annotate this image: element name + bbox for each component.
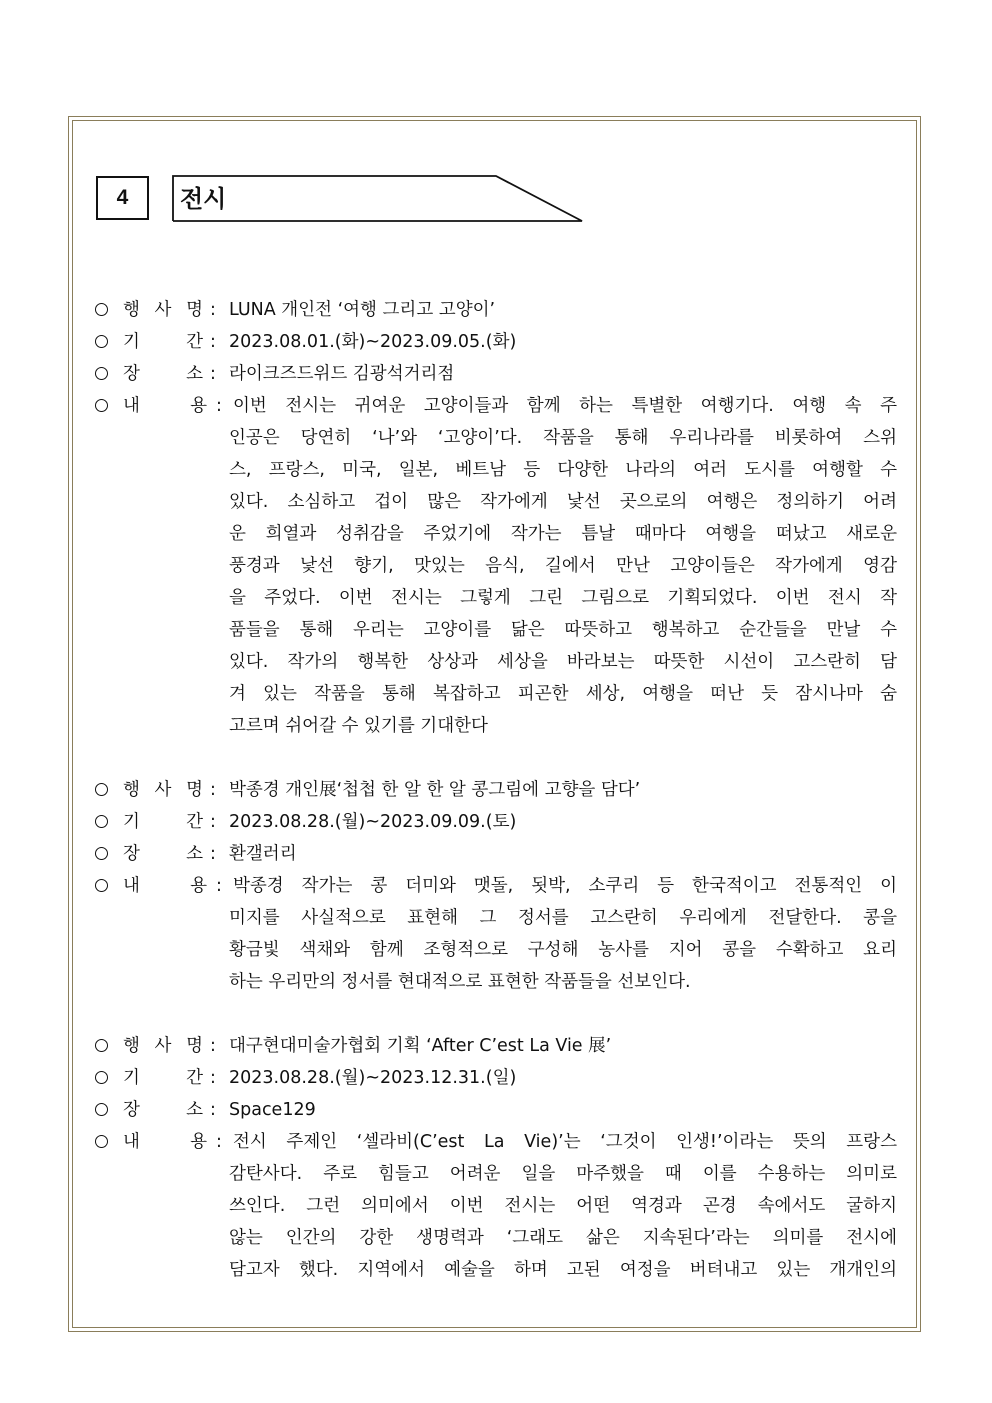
circle-bullet-icon — [95, 1071, 108, 1084]
label-place: 장 소 — [123, 1100, 203, 1120]
event-content-row: 내 용 : 박종경 작가는 콩 더미와 맷돌, 됫박, 소쿠리 등 한국적이고 전통적인 이 미지를 사실적으로 표현해 그 정서를 고스란히 우리에게 전달한다. 콩을 황금빛 색채와 함께 조형적으로 구성해 농사를 지어 콩을 수확하고 요리 하는 우리만의 정서를 현대적으로 표현한 작품들을 선보인다. — [95, 870, 897, 998]
event-name-value: LUNA 개인전 ‘여행 그리고 고양이’ — [229, 300, 496, 320]
event-place-row: 장 소 : Space129 — [95, 1094, 897, 1126]
event-content-row: 내 용 : 이번 전시는 귀여운 고양이들과 함께 하는 특별한 여행기다. 여행 속 주 인공은 당연히 ‘나’와 ‘고양이’다. 작품을 통해 우리나라를 비롯하여 스위 스, 프랑스, 미국, 일본, 베트남 등 다양한 나라의 여러 도시를 여행할 수 있다. 소심하고 겁이 많은 작가에게 낯선 곳으로의 여행은 정의하기 어려 운 희열과 성취감을 주었기에 작가는 틈날 때마다 여행을 떠났고 새로운 풍경과 낯선 향기, 맛있는 음식, 길에서 만난 고양이들은 작가에게 영감 을 주었다. 이번 전시는 그렇게 그린 그림으로 기획되었다. 이번 전시 작 품들을 통해 우리는 고양이를 닮은 따뜻하고 행복하고 순간들을 만날 수 있다. 작가의 행복한 상상과 세상을 바라보는 따뜻한 시선이 고스란히 담 겨 있는 작품을 통해 복잡하고 피곤한 세상, 여행을 떠난 듯 잠시나마 숨 고르며 쉬어갈 수 있기를 기대한다 — [95, 390, 897, 742]
label-content: 내 용 — [123, 876, 207, 896]
label-period: 기 간 — [123, 332, 203, 352]
event-period-value: 2023.08.28.(월)~2023.09.09.(토) — [229, 812, 517, 832]
section-number-box — [96, 176, 149, 220]
label-place: 장 소 — [123, 364, 203, 384]
event-period-row: 기 간 : 2023.08.01.(화)~2023.09.05.(화) — [95, 326, 897, 358]
circle-bullet-icon — [95, 783, 108, 796]
circle-bullet-icon — [95, 815, 108, 828]
event-period-value: 2023.08.28.(월)~2023.12.31.(일) — [229, 1068, 517, 1088]
event-name-value: 대구현대미술가협회 기획 ‘After C’est La Vie 展’ — [229, 1036, 612, 1056]
circle-bullet-icon — [95, 303, 108, 316]
label-event-name: 행 사 명 — [123, 1036, 203, 1056]
event-period-row: 기 간 : 2023.08.28.(월)~2023.09.09.(토) — [95, 806, 897, 838]
event-place-value: Space129 — [229, 1100, 316, 1120]
event-place-row: 장 소 : 라이크즈드위드 김광석거리점 — [95, 358, 897, 390]
label-period: 기 간 — [123, 1068, 203, 1088]
event-content-row: 내 용 : 전시 주제인 ‘셀라비(C’est La Vie)’는 ‘그것이 인생!’이라는 뜻의 프랑스 감탄사다. 주로 힘들고 어려운 일을 마주했을 때 이를 수용하는 의미로 쓰인다. 그런 의미에서 이번 전시는 어떤 역경과 곤경 속에서도 굴하지 않는 인간의 강한 생명력과 ‘그래도 삶은 지속된다’라는 의미를 전시에 담고자 했다. 지역에서 예술을 하며 고된 여정을 버텨내고 있는 개개인의 — [95, 1126, 897, 1286]
label-place: 장 소 — [123, 844, 203, 864]
event-name-row: 행 사 명 : 대구현대미술가협회 기획 ‘After C’est La Vie 展’ — [95, 1030, 897, 1062]
label-event-name: 행 사 명 — [123, 780, 203, 800]
circle-bullet-icon — [95, 847, 108, 860]
event-place-value: 라이크즈드위드 김광석거리점 — [229, 364, 455, 384]
event-place-row: 장 소 : 환갤러리 — [95, 838, 897, 870]
circle-bullet-icon — [95, 1135, 108, 1148]
circle-bullet-icon — [95, 1039, 108, 1052]
event-block-2 — [95, 774, 897, 998]
event-name-row: 행 사 명 : 박종경 개인展‘첩첩 한 알 한 알 콩그림에 고향을 담다’ — [95, 774, 897, 806]
event-period-value: 2023.08.01.(화)~2023.09.05.(화) — [229, 332, 517, 352]
circle-bullet-icon — [95, 335, 108, 348]
event-block-1 — [95, 294, 897, 742]
event-name-value: 박종경 개인展‘첩첩 한 알 한 알 콩그림에 고향을 담다’ — [229, 780, 641, 800]
section-number: 4 — [116, 186, 129, 209]
circle-bullet-icon — [95, 1103, 108, 1116]
event-name-row: 행 사 명 : LUNA 개인전 ‘여행 그리고 고양이’ — [95, 294, 897, 326]
section-title-shape — [172, 175, 584, 223]
circle-bullet-icon — [95, 399, 108, 412]
label-content: 내 용 — [123, 396, 207, 416]
event-content-text: 전시 주제인 ‘셀라비(C’est La Vie)’는 ‘그것이 인생!’이라는 뜻의 프랑스 감탄사다. 주로 힘들고 어려운 일을 마주했을 때 이를 수용하는 의미로 쓰인다. 그런 의미에서 이번 전시는 어떤 역경과 곤경 속에서도 굴하지 않는 인간의 강한 생명력과 ‘그래도 삶은 지속된다’라는 의미를 전시에 담고자 했다. 지역에서 예술을 하며 고된 여정을 버텨내고 있는 개개인의 — [229, 1132, 897, 1280]
event-place-value: 환갤러리 — [229, 844, 297, 864]
event-content-text: 박종경 작가는 콩 더미와 맷돌, 됫박, 소쿠리 등 한국적이고 전통적인 이 미지를 사실적으로 표현해 그 정서를 고스란히 우리에게 전달한다. 콩을 황금빛 색채와 함께 조형적으로 구성해 농사를 지어 콩을 수확하고 요리 하는 우리만의 정서를 현대적으로 표현한 작품들을 선보인다. — [229, 876, 897, 992]
label-content: 내 용 — [123, 1132, 207, 1152]
section-title: 전시 — [180, 185, 227, 213]
label-period: 기 간 — [123, 812, 203, 832]
label-event-name: 행 사 명 — [123, 300, 203, 320]
circle-bullet-icon — [95, 879, 108, 892]
event-content-text: 이번 전시는 귀여운 고양이들과 함께 하는 특별한 여행기다. 여행 속 주 인공은 당연히 ‘나’와 ‘고양이’다. 작품을 통해 우리나라를 비롯하여 스위 스, 프랑스, 미국, 일본, 베트남 등 다양한 나라의 여러 도시를 여행할 수 있다. 소심하고 겁이 많은 작가에게 낯선 곳으로의 여행은 정의하기 어려 운 희열과 성취감을 주었기에 작가는 틈날 때마다 여행을 떠났고 새로운 풍경과 낯선 향기, 맛있는 음식, 길에서 만난 고양이들은 작가에게 영감 을 주었다. 이번 전시는 그렇게 그린 그림으로 기획되었다. 이번 전시 작 품들을 통해 우리는 고양이를 닮은 따뜻하고 행복하고 순간들을 만날 수 있다. 작가의 행복한 상상과 세상을 바라보는 따뜻한 시선이 고스란히 담 겨 있는 작품을 통해 복잡하고 피곤한 세상, 여행을 떠난 듯 잠시나마 숨 고르며 쉬어갈 수 있기를 기대한다 — [229, 396, 897, 736]
event-period-row: 기 간 : 2023.08.28.(월)~2023.12.31.(일) — [95, 1062, 897, 1094]
event-block-3 — [95, 1030, 897, 1286]
circle-bullet-icon — [95, 367, 108, 380]
